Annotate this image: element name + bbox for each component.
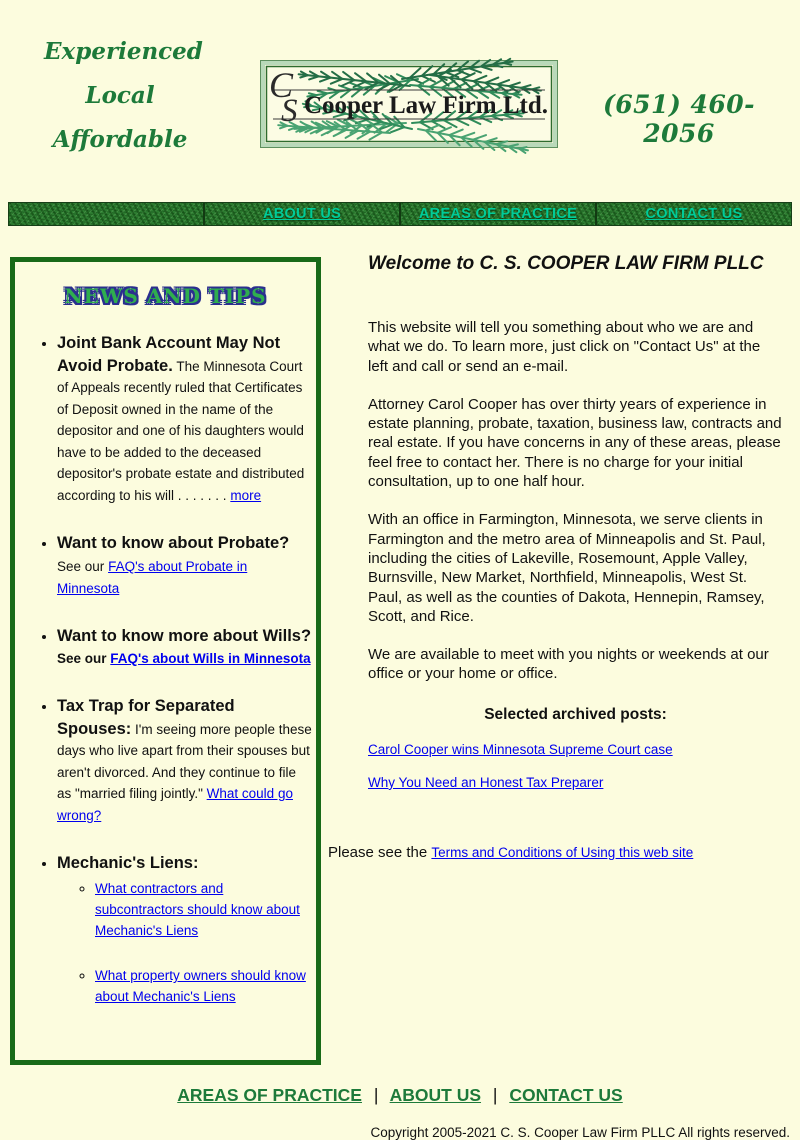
intro-paragraph: This website will tell you something about who we are and what we do. To learn more, just click on "Contact Us" at the left and call or send an e-mail. [368,319,761,375]
terms-and-conditions-link[interactable]: Terms and Conditions of Using this web site [431,844,694,860]
news-item-body: I'm seeing more people these days who live apart from their spouses but aren't divorced. And they continue to file as "married filing jointly." [57,721,312,801]
nav-item-about-us[interactable] [205,203,401,225]
news-item-mechanics-liens [57,852,312,1007]
mechanics-liens-sublist [57,878,312,1007]
faq-probate-link[interactable]: FAQ's about Probate in Minnesota [57,559,248,596]
tagline-experienced: Experienced [44,38,203,65]
phone-number: (651) 460-2056 [602,90,756,148]
news-item-body: The Minnesota Court of Appeals recently ruled that Certificates of Deposit owned in the name of the depositor and one of his daughters would have to be added to the deceased depositor's probate estate and distributed according to his will . . . . . . . [57,358,305,503]
news-item-heading: Joint Bank Account May Not Avoid Probate. [57,334,281,375]
contractors-liens-link[interactable]: What contractors and subcontractors should know about Mechanic's Liens [95,881,300,938]
see-our-label: See our [57,559,105,574]
main-column [328,253,792,861]
availability-paragraph: We are available to meet with you nights or weekends at our office or your home or office. [368,646,769,683]
nav-spacer [9,203,205,225]
experience-paragraph: Attorney Carol Cooper has over thirty years of experience in estate planning, probate, taxation, business law, contracts and real estate. If you have concerns in any of these areas, please feel free to contact her. There is no charge for your initial consultation, up to one half hour. [368,395,782,491]
terms-pre-text: Please see the [328,843,432,861]
more-link[interactable]: more [230,487,262,503]
sublist-item [95,878,312,941]
footer-nav [0,1085,800,1106]
faq-wills-link[interactable]: FAQ's about Wills in Minnesota [110,650,311,666]
footer-link-contact-us[interactable]: CONTACT US [509,1085,623,1105]
nav-item-areas-of-practice[interactable] [401,203,597,225]
tagline-local: Local [85,82,155,109]
news-item-joint-bank-account [57,332,312,506]
nav-link-contact-us[interactable]: CONTACT US [645,206,743,222]
logo-monogram-s: S [281,93,298,129]
footer-link-about-us[interactable]: ABOUT US [389,1085,482,1105]
property-owners-liens-link[interactable]: What property owners should know about Mechanic's Liens [95,968,306,1004]
news-item-heading: • Mechanic's Liens: [57,854,199,872]
news-item-heading: Tax Trap for Separated Spouses: [57,697,235,738]
logo-firm-name: Cooper Law Firm Ltd. [304,92,548,119]
service-area-paragraph: With an office in Farmington, Minnesota, we serve clients in Farmington and the metro area of Minneapolis and St. Paul, including the cities of Lakeville, Rosemount, Apple Valley, Burnsville, New Market, Northfield, Minneapolis, West St. Paul, as well as the counties of Dakota, Hennepin, Ramsey, Scott, and Rice. [368,511,766,625]
nav-item-contact-us[interactable] [597,203,791,225]
main-nav [8,202,792,226]
welcome-heading: Welcome to C. S. COOPER LAW FIRM PLLC [368,253,764,274]
logo-monogram-c: C [269,65,294,105]
news-item-heading: Want to know more about Wills? [57,627,312,645]
firm-logo [260,60,558,148]
tagline-affordable: Affordable [52,126,188,153]
tagline [44,38,203,170]
sublist-item [95,965,312,1007]
header [0,0,800,202]
see-our-label: See our [57,650,107,666]
footer-separator: | [373,1085,379,1105]
footer-separator: | [492,1085,498,1105]
what-could-go-wrong-link[interactable]: What could go wrong? [57,786,293,823]
news-item-tax-trap [57,695,312,826]
news-item-probate [57,532,312,599]
footer-link-areas-of-practice[interactable]: AREAS OF PRACTICE [177,1085,362,1105]
news-list [15,332,316,1007]
copyright-notice: Copyright 2005-2021 C. S. Cooper Law Firm PLLC All rights reserved. [370,1125,790,1140]
nav-link-about-us[interactable]: ABOUT US [262,206,342,222]
news-item-wills [57,625,312,669]
archived-posts-title: Selected archived posts: [484,705,667,723]
terms-line [328,844,792,861]
news-item-body [57,556,312,599]
archived-post-row [368,775,792,790]
nav-link-areas-of-practice[interactable]: AREAS OF PRACTICE [418,206,578,222]
content-area [0,253,800,1065]
honest-tax-preparer-link[interactable]: Why You Need an Honest Tax Preparer [368,774,604,790]
firm-logo-image [260,60,558,148]
news-sidebar [10,257,321,1065]
news-item-heading: • Want to know about Probate? [57,534,290,552]
news-and-tips-title: NEWS AND TIPS [64,284,267,308]
supreme-court-case-link[interactable]: Carol Cooper wins Minnesota Supreme Court case [368,741,673,757]
archived-post-row [368,742,792,757]
